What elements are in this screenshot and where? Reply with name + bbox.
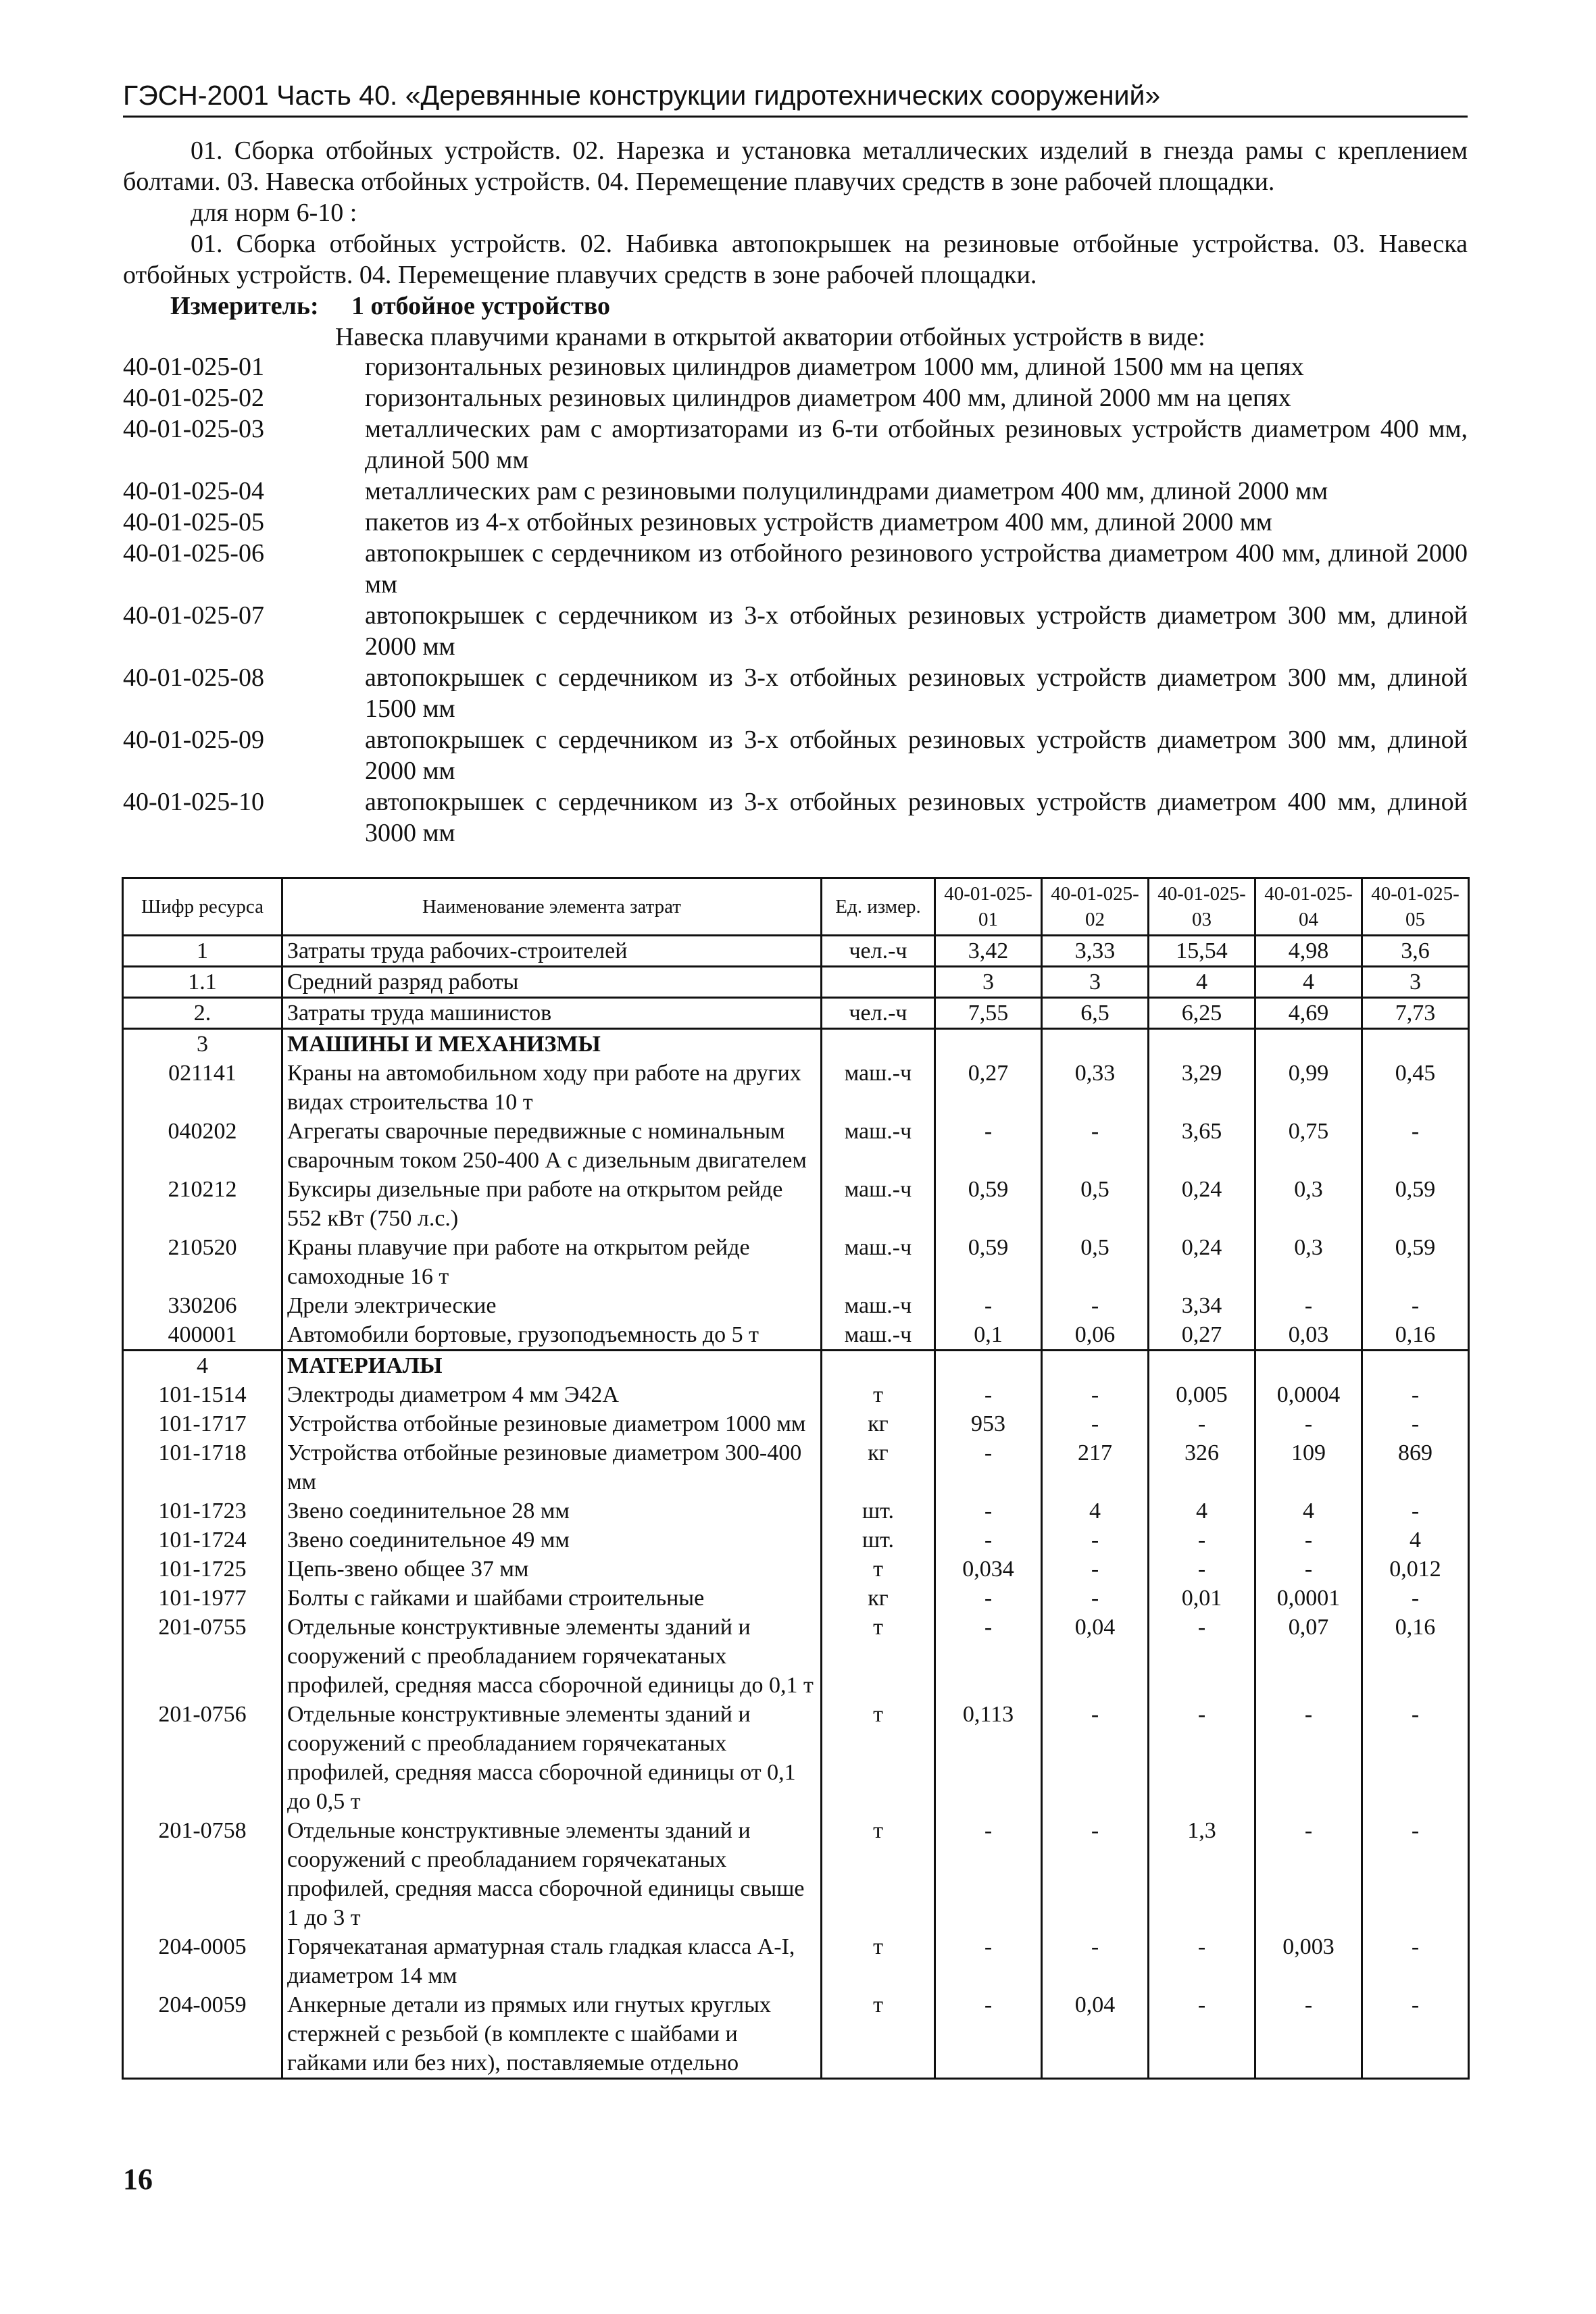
unit-cell: т: [822, 1816, 935, 1932]
value-cell: -: [1042, 1380, 1149, 1409]
table-row: [123, 1380, 1469, 1409]
resource-table: [122, 877, 1470, 2080]
unit-cell: маш.-ч: [822, 1117, 935, 1175]
col-header-norm-1: 40-01-025-01: [935, 878, 1042, 936]
value-cell: 3,34: [1149, 1291, 1255, 1320]
resource-name-cell: МАШИНЫ И МЕХАНИЗМЫ: [282, 1029, 822, 1059]
table-row: [123, 936, 1469, 967]
resource-code-cell: 2.: [123, 998, 282, 1029]
value-cell: 0,45: [1362, 1059, 1469, 1117]
value-cell: 0,06: [1042, 1320, 1149, 1351]
value-cell: 0,5: [1042, 1233, 1149, 1291]
norms-label: для норм 6-10 :: [191, 199, 357, 227]
unit-cell: т: [822, 1700, 935, 1816]
norm-description: горизонтальных резиновых цилиндров диаметром 400 мм, длиной 2000 мм на цепях: [365, 384, 1291, 412]
norm-description: автопокрышек с сердечником из 3-х отбойных резиновых устройств диаметром 300 мм, длиной 2000 мм: [365, 726, 1468, 785]
value-cell: -: [1042, 1816, 1149, 1932]
table-row: [123, 1059, 1469, 1117]
value-cell: 0,59: [1362, 1233, 1469, 1291]
resource-name-cell: Цепь-звено общее 37 мм: [282, 1555, 822, 1584]
value-cell: -: [1042, 1555, 1149, 1584]
value-cell: 4: [1042, 1496, 1149, 1526]
value-cell: 6,5: [1042, 998, 1149, 1029]
table-row: [123, 1175, 1469, 1233]
col-header-norm-2: 40-01-025-02: [1042, 878, 1149, 936]
value-cell: 0,04: [1042, 1990, 1149, 2079]
value-cell: 0,99: [1255, 1059, 1362, 1117]
col-header-name: Наименование элемента затрат: [282, 878, 822, 936]
resource-name-cell: Средний разряд работы: [282, 967, 822, 998]
norm-item: [123, 662, 1468, 724]
resource-name-cell: Электроды диаметром 4 мм Э42А: [282, 1380, 822, 1409]
norm-code: 40-01-025-10: [123, 788, 264, 816]
value-cell: -: [1362, 1990, 1469, 2079]
resource-name-cell: Автомобили бортовые, грузоподъемность до 5 т: [282, 1320, 822, 1351]
norms-caption: Навеска плавучими кранами в открытой акватории отбойных устройств в виде:: [335, 323, 1205, 351]
value-cell: -: [1255, 1291, 1362, 1320]
value-cell: 0,33: [1042, 1059, 1149, 1117]
value-cell: 3: [1042, 967, 1149, 998]
value-cell: -: [1042, 1291, 1149, 1320]
resource-code-cell: 1.1: [123, 967, 282, 998]
unit-cell: чел.-ч: [822, 998, 935, 1029]
table-row: [123, 1438, 1469, 1496]
norm-code: 40-01-025-09: [123, 726, 264, 754]
resource-code-cell: 101-1724: [123, 1526, 282, 1555]
table-row: [123, 1526, 1469, 1555]
norm-item: [123, 382, 1468, 413]
value-cell: [935, 1351, 1042, 1381]
value-cell: 0,75: [1255, 1117, 1362, 1175]
value-cell: 0,59: [1362, 1175, 1469, 1233]
value-cell: 0,01: [1149, 1584, 1255, 1613]
table-row: [123, 1700, 1469, 1816]
value-cell: -: [1149, 1700, 1255, 1816]
resource-code-cell: 201-0756: [123, 1700, 282, 1816]
value-cell: -: [935, 1380, 1042, 1409]
value-cell: 0,012: [1362, 1555, 1469, 1584]
value-cell: -: [935, 1613, 1042, 1700]
value-cell: 0,034: [935, 1555, 1042, 1584]
resource-code-cell: 210212: [123, 1175, 282, 1233]
resource-name-cell: Дрели электрические: [282, 1291, 822, 1320]
value-cell: -: [1255, 1526, 1362, 1555]
value-cell: 7,73: [1362, 998, 1469, 1029]
resource-name-cell: Краны на автомобильном ходу при работе на других видах строительства 10 т: [282, 1059, 822, 1117]
norm-code: 40-01-025-04: [123, 477, 264, 505]
value-cell: 0,07: [1255, 1613, 1362, 1700]
value-cell: 0,59: [935, 1175, 1042, 1233]
resource-name-cell: Краны плавучие при работе на открытом рейде самоходные 16 т: [282, 1233, 822, 1291]
value-cell: -: [935, 1584, 1042, 1613]
value-cell: [935, 1029, 1042, 1059]
value-cell: 0,03: [1255, 1320, 1362, 1351]
value-cell: 0,5: [1042, 1175, 1149, 1233]
page-header: ГЭСН-2001 Часть 40. «Деревянные конструкции гидротехнических сооружений»: [123, 80, 1468, 118]
resource-code-cell: 201-0755: [123, 1613, 282, 1700]
norm-description: автопокрышек с сердечником из отбойного резинового устройства диаметром 400 мм, длиной 2000 мм: [365, 539, 1468, 599]
resource-code-cell: 101-1723: [123, 1496, 282, 1526]
value-cell: -: [1255, 1555, 1362, 1584]
resource-name-cell: Агрегаты сварочные передвижные с номинальным сварочным током 250-400 А с дизельным двигателем: [282, 1117, 822, 1175]
norm-item: [123, 507, 1468, 538]
value-cell: 0,3: [1255, 1233, 1362, 1291]
table-row: [123, 1496, 1469, 1526]
value-cell: 4,69: [1255, 998, 1362, 1029]
value-cell: 0,04: [1042, 1613, 1149, 1700]
resource-code-cell: 101-1977: [123, 1584, 282, 1613]
table-row: [123, 1291, 1469, 1320]
value-cell: -: [1042, 1584, 1149, 1613]
value-cell: -: [1255, 1409, 1362, 1438]
value-cell: [1042, 1351, 1149, 1381]
value-cell: [1255, 1029, 1362, 1059]
page-number: 16: [123, 2163, 153, 2196]
value-cell: 0,27: [1149, 1320, 1255, 1351]
norm-item: [123, 413, 1468, 476]
value-cell: 326: [1149, 1438, 1255, 1496]
unit-cell: [822, 967, 935, 998]
value-cell: 3: [1362, 967, 1469, 998]
norm-description: металлических рам с резиновыми полуцилиндрами диаметром 400 мм, длиной 2000 мм: [365, 477, 1328, 505]
resource-code-cell: 400001: [123, 1320, 282, 1351]
resource-name-cell: Отдельные конструктивные элементы зданий и сооружений с преобладанием горячекатаных профилей, средняя масса сборочной единицы от 0,1 до 0,5 т: [282, 1700, 822, 1816]
unit-cell: [822, 1029, 935, 1059]
resource-name-cell: Звено соединительное 28 мм: [282, 1496, 822, 1526]
value-cell: 0,27: [935, 1059, 1042, 1117]
value-cell: 0,16: [1362, 1320, 1469, 1351]
col-header-norm-4: 40-01-025-04: [1255, 878, 1362, 936]
resource-name-cell: Горячекатаная арматурная сталь гладкая класса А-I, диаметром 14 мм: [282, 1932, 822, 1990]
resource-code-cell: 040202: [123, 1117, 282, 1175]
work-description-1: 01. Сборка отбойных устройств. 02. Нарезка и установка металлических изделий в гнезда рамы с креплением болтами. 03. Навеска отбойных устройств. 04. Перемещение плавучих средств в зоне рабочей площадки.: [123, 136, 1468, 196]
value-cell: -: [1149, 1990, 1255, 2079]
norm-description: автопокрышек с сердечником из 3-х отбойных резиновых устройств диаметром 400 мм, длиной 3000 мм: [365, 788, 1468, 847]
table-row: [123, 1409, 1469, 1438]
value-cell: 3: [935, 967, 1042, 998]
table-section-row: [123, 1029, 1469, 1059]
value-cell: -: [1149, 1409, 1255, 1438]
unit-cell: шт.: [822, 1496, 935, 1526]
work-description-2: 01. Сборка отбойных устройств. 02. Набивка автопокрышек на резиновые отбойные устройства. 03. Навеска отбойных устройств. 04. Перемещение плавучих средств в зоне рабочей площадки.: [123, 230, 1468, 289]
resource-name-cell: Буксиры дизельные при работе на открытом рейде 552 кВт (750 л.с.): [282, 1175, 822, 1233]
norm-item: [123, 351, 1468, 382]
norm-code: 40-01-025-07: [123, 601, 264, 630]
resource-name-cell: Отдельные конструктивные элементы зданий и сооружений с преобладанием горячекатаных профилей, средняя масса сборочной единицы до 0,1 т: [282, 1613, 822, 1700]
value-cell: 15,54: [1149, 936, 1255, 967]
resource-code-cell: 101-1718: [123, 1438, 282, 1496]
resource-name-cell: Затраты труда рабочих-строителей: [282, 936, 822, 967]
value-cell: -: [935, 1990, 1042, 2079]
norm-item: [123, 600, 1468, 662]
value-cell: 109: [1255, 1438, 1362, 1496]
table-row: [123, 1584, 1469, 1613]
value-cell: 0,113: [935, 1700, 1042, 1816]
value-cell: -: [1362, 1584, 1469, 1613]
norm-description: автопокрышек с сердечником из 3-х отбойных резиновых устройств диаметром 300 мм, длиной 1500 мм: [365, 663, 1468, 723]
resource-name-cell: Болты с гайками и шайбами строительные: [282, 1584, 822, 1613]
col-header-norm-5: 40-01-025-05: [1362, 878, 1469, 936]
value-cell: -: [1042, 1526, 1149, 1555]
value-cell: 3,6: [1362, 936, 1469, 967]
resource-code-cell: 204-0005: [123, 1932, 282, 1990]
table-row: [123, 967, 1469, 998]
value-cell: 0,59: [935, 1233, 1042, 1291]
value-cell: -: [1362, 1932, 1469, 1990]
value-cell: -: [935, 1526, 1042, 1555]
value-cell: [1255, 1351, 1362, 1381]
value-cell: 4: [1149, 967, 1255, 998]
value-cell: [1362, 1029, 1469, 1059]
value-cell: -: [1149, 1526, 1255, 1555]
value-cell: 4: [1149, 1496, 1255, 1526]
value-cell: 4: [1362, 1526, 1469, 1555]
norm-item: [123, 786, 1468, 849]
value-cell: -: [935, 1816, 1042, 1932]
resource-code-cell: 204-0059: [123, 1990, 282, 2079]
value-cell: -: [1255, 1990, 1362, 2079]
value-cell: 0,0004: [1255, 1380, 1362, 1409]
value-cell: -: [935, 1932, 1042, 1990]
value-cell: 0,24: [1149, 1233, 1255, 1291]
value-cell: -: [1362, 1409, 1469, 1438]
norm-item: [123, 538, 1468, 600]
unit-cell: маш.-ч: [822, 1175, 935, 1233]
norm-code: 40-01-025-05: [123, 508, 264, 536]
table-row: [123, 1117, 1469, 1175]
value-cell: 869: [1362, 1438, 1469, 1496]
resource-code-cell: 4: [123, 1351, 282, 1381]
value-cell: 3,65: [1149, 1117, 1255, 1175]
value-cell: -: [935, 1496, 1042, 1526]
value-cell: 6,25: [1149, 998, 1255, 1029]
col-header-unit: Ед. измер.: [822, 878, 935, 936]
col-header-code: Шифр ресурса: [123, 878, 282, 936]
value-cell: 0,3: [1255, 1175, 1362, 1233]
resource-code-cell: 101-1717: [123, 1409, 282, 1438]
value-cell: 4: [1255, 1496, 1362, 1526]
unit-cell: т: [822, 1555, 935, 1584]
resource-code-cell: 210520: [123, 1233, 282, 1291]
value-cell: -: [1362, 1380, 1469, 1409]
unit-cell: [822, 1351, 935, 1381]
norm-description: автопокрышек с сердечником из 3-х отбойных резиновых устройств диаметром 300 мм, длиной 2000 мм: [365, 601, 1468, 661]
norm-description: горизонтальных резиновых цилиндров диаметром 1000 мм, длиной 1500 мм на цепях: [365, 353, 1304, 381]
value-cell: 3,33: [1042, 936, 1149, 967]
value-cell: -: [1042, 1117, 1149, 1175]
value-cell: 953: [935, 1409, 1042, 1438]
meter-label: Измеритель:: [170, 292, 319, 320]
value-cell: -: [1255, 1816, 1362, 1932]
resource-code-cell: 101-1725: [123, 1555, 282, 1584]
table-row: [123, 1233, 1469, 1291]
value-cell: 3,29: [1149, 1059, 1255, 1117]
table-row: [123, 1816, 1469, 1932]
resource-name-cell: МАТЕРИАЛЫ: [282, 1351, 822, 1381]
meter-value: 1 отбойное устройство: [351, 292, 610, 320]
value-cell: 0,1: [935, 1320, 1042, 1351]
value-cell: -: [935, 1117, 1042, 1175]
value-cell: -: [1149, 1555, 1255, 1584]
value-cell: -: [935, 1291, 1042, 1320]
value-cell: -: [935, 1438, 1042, 1496]
resource-name-cell: Затраты труда машинистов: [282, 998, 822, 1029]
norm-description: металлических рам с амортизаторами из 6-ти отбойных резиновых устройств диаметром 400 мм, длиной 500 мм: [365, 415, 1468, 474]
value-cell: 3,42: [935, 936, 1042, 967]
unit-cell: маш.-ч: [822, 1233, 935, 1291]
table-row: [123, 1990, 1469, 2079]
resource-code-cell: 101-1514: [123, 1380, 282, 1409]
value-cell: [1362, 1351, 1469, 1381]
table-row: [123, 1555, 1469, 1584]
value-cell: 4,98: [1255, 936, 1362, 967]
norm-description: пакетов из 4-х отбойных резиновых устройств диаметром 400 мм, длиной 2000 мм: [365, 508, 1272, 536]
value-cell: -: [1042, 1409, 1149, 1438]
value-cell: -: [1362, 1291, 1469, 1320]
norm-code: 40-01-025-01: [123, 353, 264, 381]
unit-cell: маш.-ч: [822, 1059, 935, 1117]
unit-cell: шт.: [822, 1526, 935, 1555]
resource-code-cell: 201-0758: [123, 1816, 282, 1932]
resource-code-cell: 3: [123, 1029, 282, 1059]
resource-name-cell: Звено соединительное 49 мм: [282, 1526, 822, 1555]
value-cell: -: [1362, 1496, 1469, 1526]
unit-cell: маш.-ч: [822, 1320, 935, 1351]
unit-cell: кг: [822, 1438, 935, 1496]
unit-cell: т: [822, 1380, 935, 1409]
value-cell: 1,3: [1149, 1816, 1255, 1932]
value-cell: 0,0001: [1255, 1584, 1362, 1613]
value-cell: -: [1042, 1700, 1149, 1816]
resource-name-cell: Устройства отбойные резиновые диаметром 300-400 мм: [282, 1438, 822, 1496]
table-section-row: [123, 1351, 1469, 1381]
value-cell: -: [1362, 1816, 1469, 1932]
unit-cell: маш.-ч: [822, 1291, 935, 1320]
value-cell: 7,55: [935, 998, 1042, 1029]
value-cell: 0,003: [1255, 1932, 1362, 1990]
table-row: [123, 1613, 1469, 1700]
value-cell: 0,16: [1362, 1613, 1469, 1700]
value-cell: [1149, 1351, 1255, 1381]
value-cell: -: [1149, 1613, 1255, 1700]
value-cell: 0,005: [1149, 1380, 1255, 1409]
table-header-row: [123, 878, 1469, 936]
norm-code: 40-01-025-06: [123, 539, 264, 568]
table-row: [123, 1320, 1469, 1351]
norm-code: 40-01-025-03: [123, 415, 264, 443]
col-header-norm-3: 40-01-025-03: [1149, 878, 1255, 936]
unit-cell: кг: [822, 1409, 935, 1438]
value-cell: -: [1255, 1700, 1362, 1816]
unit-cell: т: [822, 1990, 935, 2079]
resource-name-cell: Отдельные конструктивные элементы зданий и сооружений с преобладанием горячекатаных профилей, средняя масса сборочной единицы свыше 1 до 3 т: [282, 1816, 822, 1932]
unit-cell: т: [822, 1932, 935, 1990]
value-cell: -: [1149, 1932, 1255, 1990]
value-cell: -: [1362, 1700, 1469, 1816]
norm-item: [123, 476, 1468, 507]
unit-cell: т: [822, 1613, 935, 1700]
value-cell: [1149, 1029, 1255, 1059]
value-cell: 0,24: [1149, 1175, 1255, 1233]
resource-code-cell: 330206: [123, 1291, 282, 1320]
value-cell: 4: [1255, 967, 1362, 998]
resource-name-cell: Анкерные детали из прямых или гнутых круглых стержней с резьбой (в комплекте с шайбами и гайками или без них), поставляемые отдельно: [282, 1990, 822, 2079]
unit-cell: кг: [822, 1584, 935, 1613]
table-row: [123, 1932, 1469, 1990]
norm-item: [123, 724, 1468, 786]
value-cell: [1042, 1029, 1149, 1059]
resource-code-cell: 021141: [123, 1059, 282, 1117]
value-cell: -: [1362, 1117, 1469, 1175]
norm-code: 40-01-025-08: [123, 663, 264, 692]
value-cell: -: [1042, 1932, 1149, 1990]
table-row: [123, 998, 1469, 1029]
unit-cell: чел.-ч: [822, 936, 935, 967]
value-cell: 217: [1042, 1438, 1149, 1496]
resource-code-cell: 1: [123, 936, 282, 967]
resource-name-cell: Устройства отбойные резиновые диаметром 1000 мм: [282, 1409, 822, 1438]
norm-code: 40-01-025-02: [123, 384, 264, 412]
